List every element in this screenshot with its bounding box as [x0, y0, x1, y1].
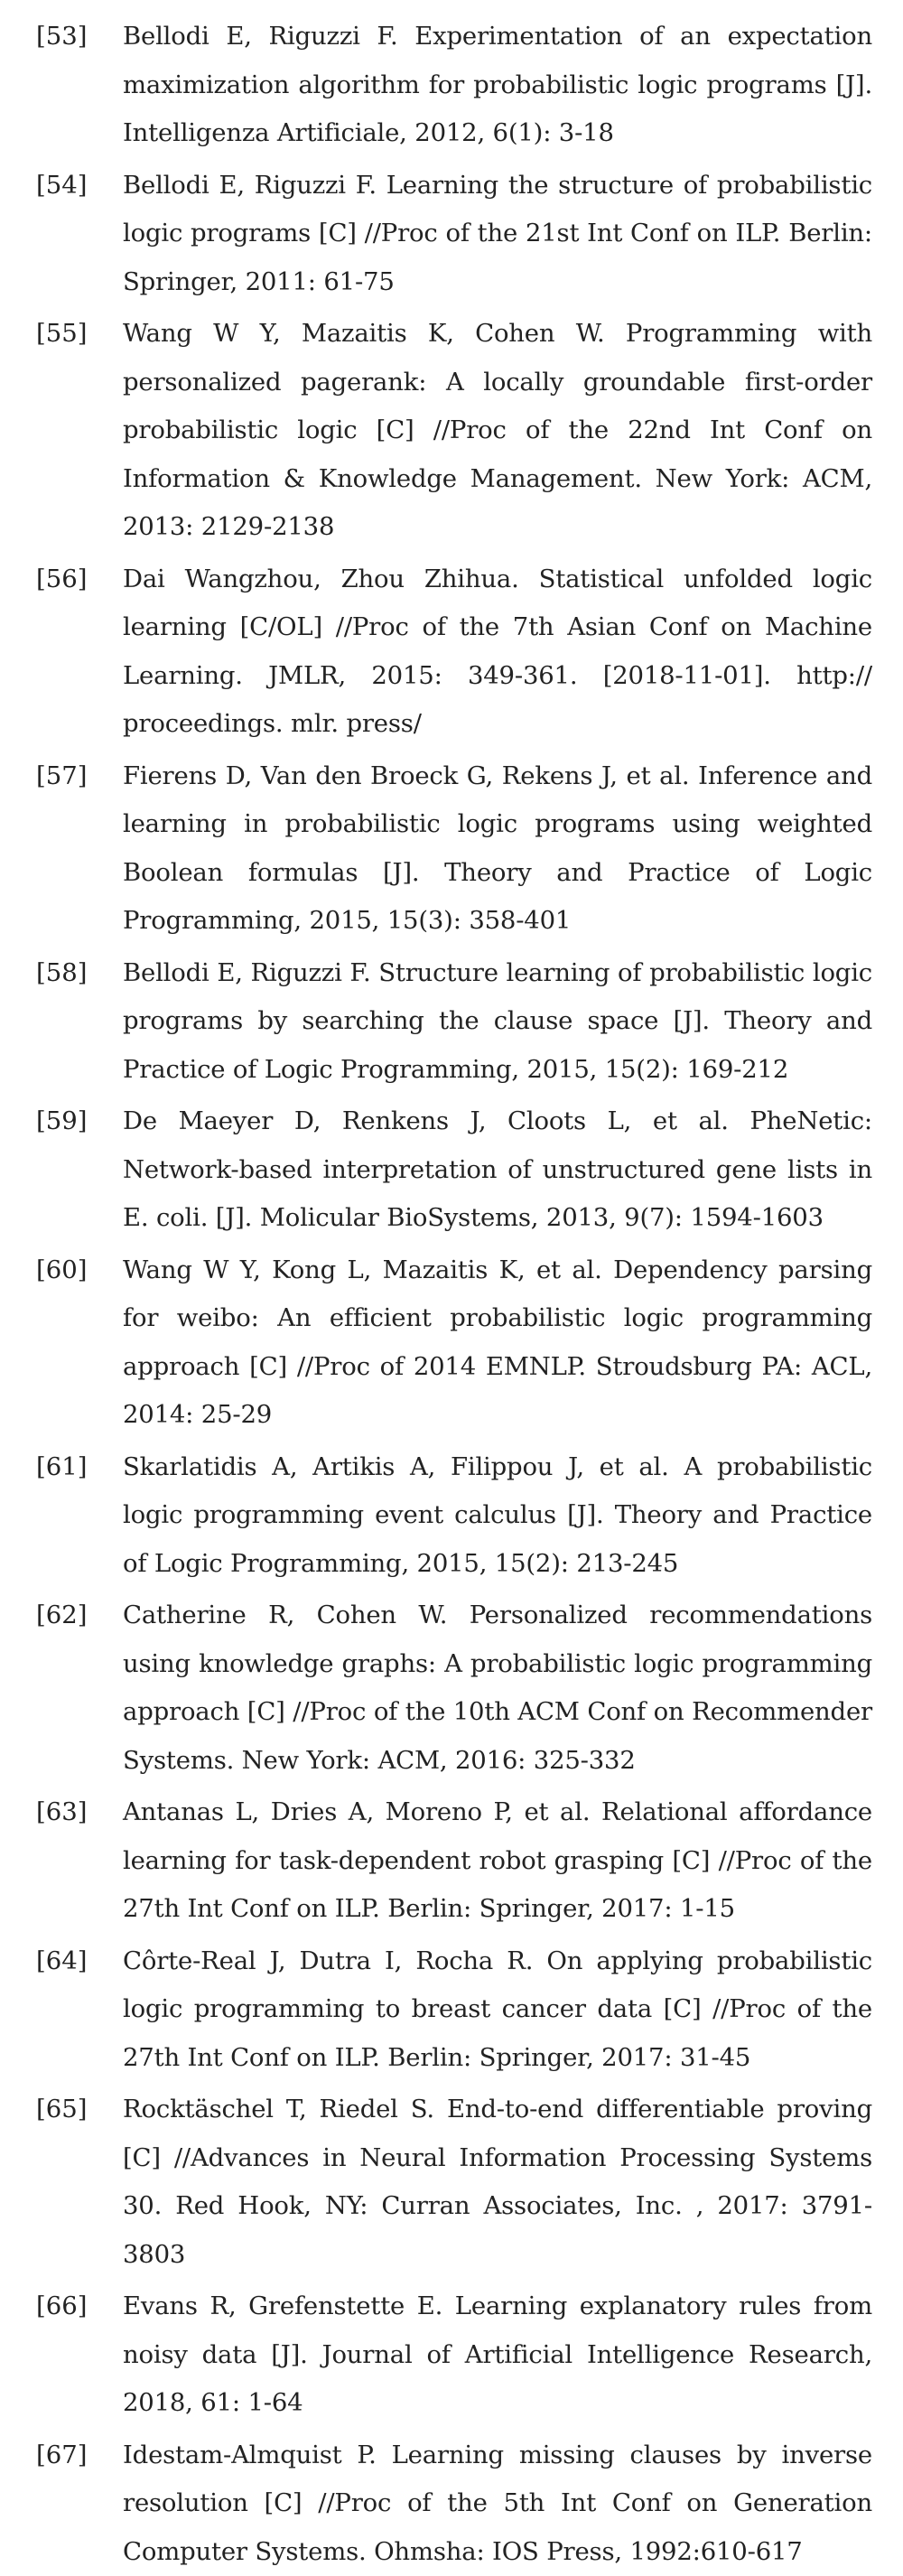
- reference-number: [57]: [0, 752, 99, 946]
- reference-number: [62]: [0, 1591, 99, 1785]
- reference-entry: [0, 1097, 903, 1243]
- reference-number: [58]: [0, 949, 99, 1095]
- reference-entry: [0, 1246, 903, 1440]
- reference-text: Evans R, Grefenstette E. Learning explanatory rules from noisy data [J]. Journal of Artificial Intelligence Research, 2018, 61: 1-64: [123, 2282, 872, 2428]
- reference-entry: [0, 1788, 903, 1934]
- reference-entry: [0, 2431, 903, 2576]
- reference-text: Dai Wangzhou, Zhou Zhihua. Statistical unfolded logic learning [C/OL] //Proc of the 7th Asian Conf on Machine Learning. JMLR, 2015: 349-361. [2018-11-01]. http:// proceedings. mlr. press/: [123, 555, 872, 749]
- reference-text: Rocktäschel T, Riedel S. End-to-end differentiable proving [C] //Advances in Neural Information Processing Systems 30. Red Hook, NY: Curran Associates, Inc. , 2017: 3791-3803: [123, 2086, 872, 2279]
- reference-number: [59]: [0, 1097, 99, 1243]
- reference-text: Catherine R, Cohen W. Personalized recommendations using knowledge graphs: A probabilistic logic programming approach [C] //Proc of the 10th ACM Conf on Recommender Systems. New York: ACM, 2016: 325-332: [123, 1591, 872, 1785]
- reference-text: Wang W Y, Mazaitis K, Cohen W. Programming with personalized pagerank: A locally groundable first-order probabilistic logic [C] //Proc of the 22nd Int Conf on Information & Knowledge Management. New York: ACM, 2013: 2129-2138: [123, 310, 872, 552]
- reference-text: Bellodi E, Riguzzi F. Learning the structure of probabilistic logic programs [C] //Proc of the 21st Int Conf on ILP. Berlin: Springer, 2011: 61-75: [123, 162, 872, 307]
- reference-number: [65]: [0, 2086, 99, 2279]
- reference-text: Skarlatidis A, Artikis A, Filippou J, et al. A probabilistic logic programming event calculus [J]. Theory and Practice of Logic Programming, 2015, 15(2): 213-245: [123, 1443, 872, 1589]
- reference-entry: [0, 310, 903, 552]
- reference-entry: [0, 2086, 903, 2279]
- reference-text: Idestam-Almquist P. Learning missing clauses by inverse resolution [C] //Proc of the 5th Int Conf on Generation Computer Systems. Ohmsha: IOS Press, 1992:610-617: [123, 2431, 872, 2576]
- reference-number: [66]: [0, 2282, 99, 2428]
- reference-entry: [0, 1591, 903, 1785]
- reference-entry: [0, 13, 903, 158]
- reference-entry: [0, 949, 903, 1095]
- reference-entry: [0, 1937, 903, 2083]
- reference-entry: [0, 752, 903, 946]
- reference-text: Côrte-Real J, Dutra I, Rocha R. On applying probabilistic logic programming to breast cancer data [C] //Proc of the 27th Int Conf on ILP. Berlin: Springer, 2017: 31-45: [123, 1937, 872, 2083]
- reference-text: Antanas L, Dries A, Moreno P, et al. Relational affordance learning for task-dependent robot grasping [C] //Proc of the 27th Int Conf on ILP. Berlin: Springer, 2017: 1-15: [123, 1788, 872, 1934]
- reference-number: [60]: [0, 1246, 99, 1440]
- reference-number: [64]: [0, 1937, 99, 2083]
- reference-number: [61]: [0, 1443, 99, 1589]
- reference-text: De Maeyer D, Renkens J, Cloots L, et al. PheNetic: Network-based interpretation of unstructured gene lists in E. coli. [J]. Molicular BioSystems, 2013, 9(7): 1594-1603: [123, 1097, 872, 1243]
- reference-number: [54]: [0, 162, 99, 307]
- reference-list: [0, 13, 903, 2576]
- reference-text: Bellodi E, Riguzzi F. Structure learning of probabilistic logic programs by searching the clause space [J]. Theory and Practice of Logic Programming, 2015, 15(2): 169-212: [123, 949, 872, 1095]
- reference-number: [53]: [0, 13, 99, 158]
- reference-number: [56]: [0, 555, 99, 749]
- reference-text: Wang W Y, Kong L, Mazaitis K, et al. Dependency parsing for weibo: An efficient probabilistic logic programming approach [C] //Proc of 2014 EMNLP. Stroudsburg PA: ACL, 2014: 25-29: [123, 1246, 872, 1440]
- reference-text: Fierens D, Van den Broeck G, Rekens J, et al. Inference and learning in probabilistic logic programs using weighted Boolean formulas [J]. Theory and Practice of Logic Programming, 2015, 15(3): 358-401: [123, 752, 872, 946]
- reference-entry: [0, 162, 903, 307]
- reference-number: [55]: [0, 310, 99, 552]
- reference-entry: [0, 1443, 903, 1589]
- reference-entry: [0, 2282, 903, 2428]
- reference-entry: [0, 555, 903, 749]
- reference-text: Bellodi E, Riguzzi F. Experimentation of an expectation maximization algorithm for probabilistic logic programs [J]. Intelligenza Artificiale, 2012, 6(1): 3-18: [123, 13, 872, 158]
- reference-number: [63]: [0, 1788, 99, 1934]
- reference-number: [67]: [0, 2431, 99, 2576]
